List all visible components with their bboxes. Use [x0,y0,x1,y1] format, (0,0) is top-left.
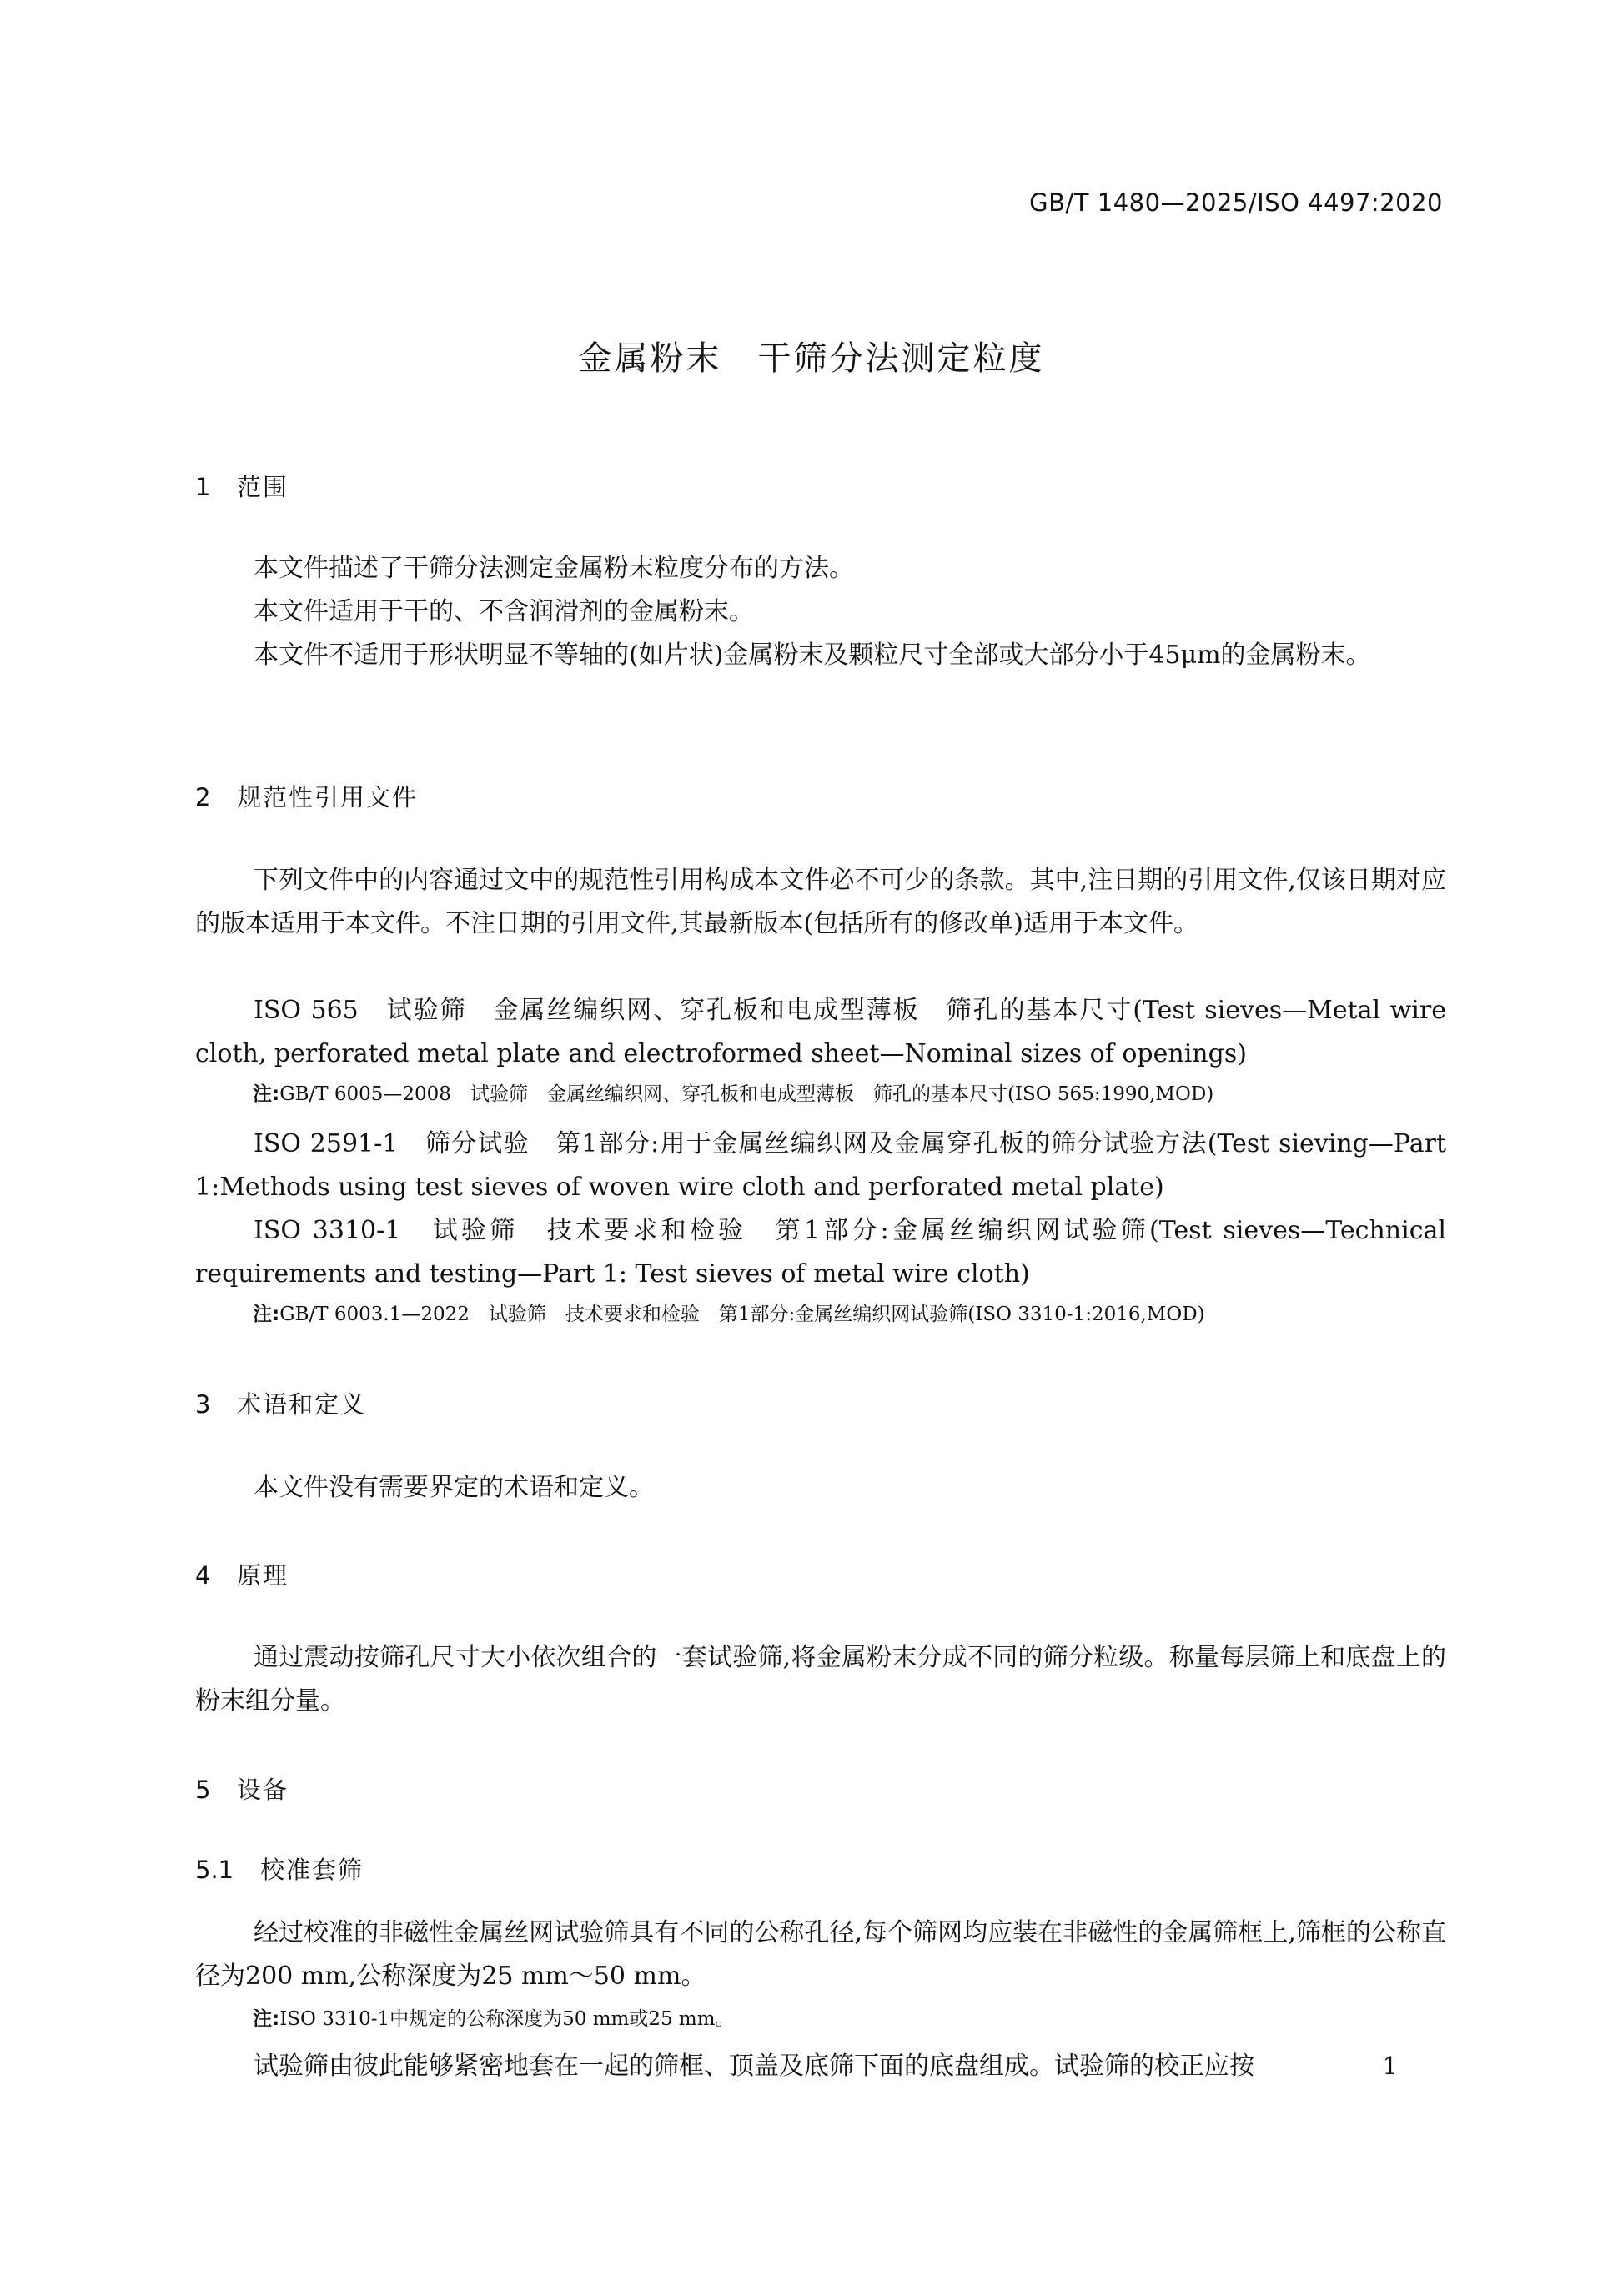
note [253,1082,1454,1107]
note [253,2007,1454,2032]
section-number: 5.1 [195,1856,234,1884]
section-title: 设备 [237,1776,289,1804]
section-number: 5 [195,1776,211,1804]
paragraph: 本文件描述了干筛分法测定金属粉末粒度分布的方法。 [254,554,854,583]
section-2-heading [195,779,418,813]
section-3-heading [195,1386,366,1420]
paragraph: 本文件不适用于形状明显不等轴的(如片状)金属粉末及颗粒尺寸全部或大部分小于45μm的金属粉末。 [254,641,1371,670]
section-number: 4 [195,1561,211,1590]
note-label: 注: [253,2008,280,2030]
standard-code: GB/T 1480—2025/ISO 4497:2020 [1029,188,1443,217]
section-number: 1 [195,473,211,501]
note-text: GB/T 6005—2008 试验筛 金属丝编织网、穿孔板和电成型薄板 筛孔的基本尺寸(ISO 565:1990,MOD) [279,1083,1214,1105]
page-number: 1 [1382,2052,1398,2080]
section-title: 规范性引用文件 [237,783,419,811]
paragraph: 通过震动按筛孔尺寸大小依次组合的一套试验筛,将金属粉末分成不同的筛分粒级。称量每层筛上和底盘上的粉末组分量。 [195,1643,1446,1716]
reference-entry: ISO 3310-1 试验筛 技术要求和检验 第1部分:金属丝编织网试验筛(Test sieves—Technical requirements and testing—Part 1: Test sieves of metal wire cloth) [195,1216,1446,1289]
section-number: 2 [195,783,211,811]
section-title: 校准套筛 [260,1856,364,1884]
section-title: 范围 [237,473,289,501]
note-text: GB/T 6003.1—2022 试验筛 技术要求和检验 第1部分:金属丝编织网试验筛(ISO 3310-1:2016,MOD) [279,1304,1205,1325]
section-1-heading [195,469,289,503]
section-number: 3 [195,1390,211,1419]
paragraph: 本文件没有需要界定的术语和定义。 [254,1473,654,1502]
paragraph: 经过校准的非磁性金属丝网试验筛具有不同的公称孔径,每个筛网均应装在非磁性的金属筛框上,筛框的公称直径为200 mm,公称深度为25 mm～50 mm。 [195,1918,1446,1991]
document-title: 金属粉末 干筛分法测定粒度 [578,339,1045,378]
paragraph: 试验筛由彼此能够紧密地套在一起的筛框、顶盖及底筛下面的底盘组成。试验筛的校正应按 [254,2052,1254,2081]
note [253,1302,1454,1327]
section-5-1-heading [195,1851,364,1886]
reference-entry: ISO 2591-1 筛分试验 第1部分:用于金属丝编织网及金属穿孔板的筛分试验方法(Test sieving—Part 1:Methods using test sieves of woven wire cloth and perforated metal plate) [195,1129,1446,1202]
note-label: 注: [253,1304,280,1325]
section-title: 原理 [237,1561,289,1590]
note-label: 注: [253,1083,280,1105]
reference-entry: ISO 565 试验筛 金属丝编织网、穿孔板和电成型薄板 筛孔的基本尺寸(Test sieves—Metal wire cloth, perforated metal plate and electroformed sheet—Nominal sizes of openings) [195,996,1446,1068]
section-5-heading [195,1771,289,1806]
section-4-heading [195,1557,289,1591]
paragraph: 下列文件中的内容通过文中的规范性引用构成本文件必不可少的条款。其中,注日期的引用文件,仅该日期对应的版本适用于本文件。不注日期的引用文件,其最新版本(包括所有的修改单)适用于本文件。 [195,866,1446,938]
paragraph: 本文件适用于干的、不含润滑剂的金属粉末。 [254,597,754,626]
section-title: 术语和定义 [237,1390,367,1419]
note-text: ISO 3310-1中规定的公称深度为50 mm或25 mm。 [279,2008,735,2030]
